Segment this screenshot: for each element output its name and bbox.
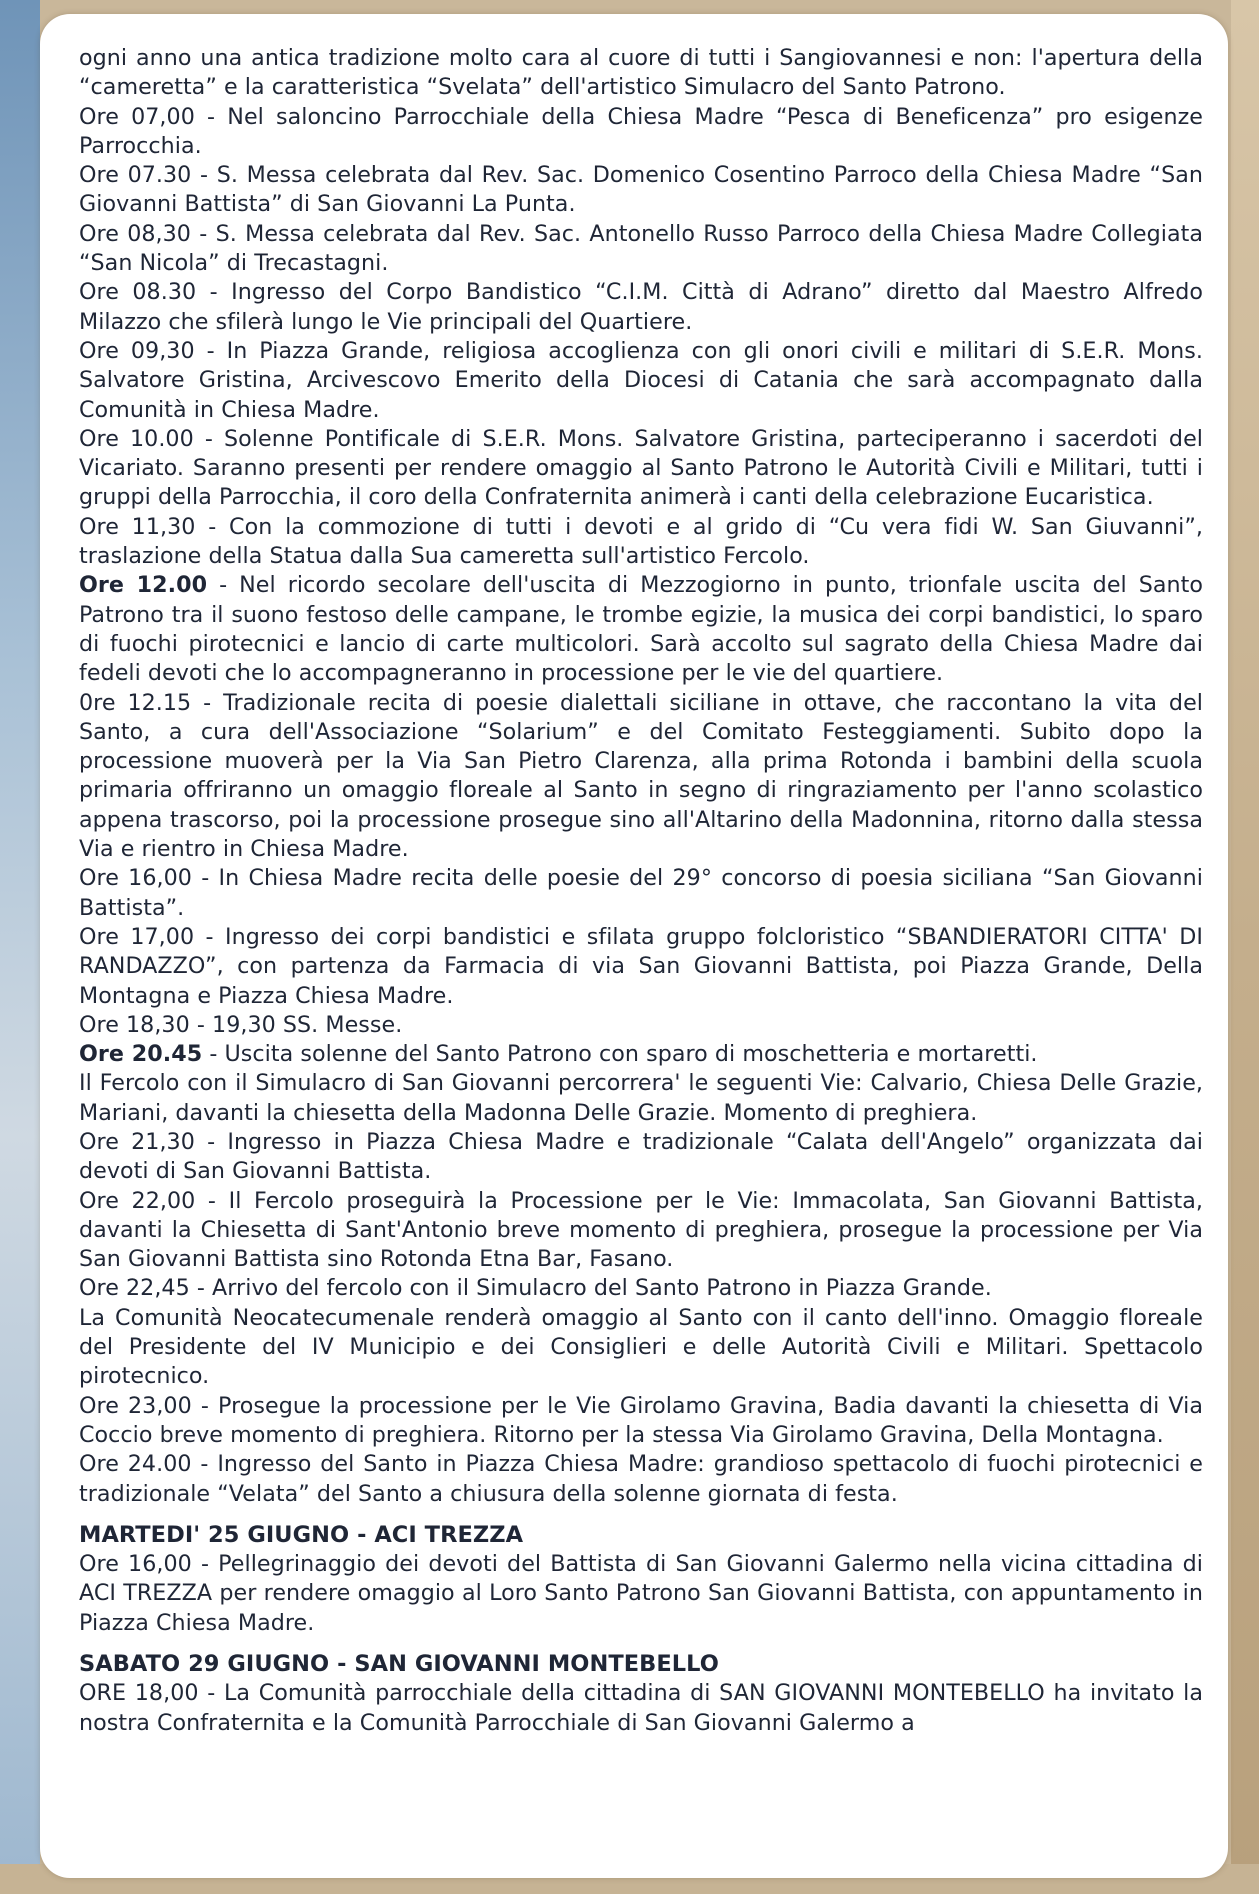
schedule-entry [79,278,1203,337]
background-right-strip [1231,0,1259,1894]
schedule-description: - S. Messa celebrata dal Rev. Sac. Domenico Cosentino Parroco della Chiesa Madre “San Giovanni Battista” di San Giovanni La Punta. [79,162,1203,218]
schedule-description: - Ingresso dei corpi bandistici e sfilata gruppo folcloristico “SBANDIERATORI CITTA' DI RANDAZZO”, con partenza da Farmacia di via San Giovanni Battista, poi Piazza Grande, Della Montagna e Piazza Chiesa Madre. [79,923,1203,1009]
schedule-description: - In Piazza Grande, religiosa accoglienza con gli onori civili e militari di S.E.R. Mons. Salvatore Gristina, Arcivescovo Emerito della Diocesi di Catania che sarà accompagnato dalla Comunità in Chiesa Madre. [79,337,1203,423]
schedule-time: Ore 10.00 [79,425,194,452]
schedule-entry [79,689,1203,865]
schedule-entry [79,513,1203,572]
section-time: ORE 18,00 [79,1680,199,1707]
schedule-entry [79,1128,1203,1187]
schedule-time: Ore 11,30 [79,513,196,540]
schedule-description: - Il Fercolo proseguirà la Processione per le Vie: Immacolata, San Giovanni Battista, davanti la Chiesetta di Sant'Antonio breve momento di preghiera, prosegue la processione per Via San Giovanni Battista sino Rotonda Etna Bar, Fasano. [79,1187,1203,1273]
schedule-time: Ore 23,00 [79,1392,192,1419]
schedule-description: - Nel ricordo secolare dell'uscita di Mezzogiorno in punto, trionfale uscita del Santo Patrono tra il suono festoso delle campane, le trombe egizie, la musica dei corpi bandistici, lo sparo di fuochi pirotecnici e lancio di carte multicolori. Sarà accolto sul sagrato della Chiesa Madre dai fedeli devoti che lo accompagneranno in processione per le vie del quartiere. [79,572,1203,687]
schedule-description: - Solenne Pontificale di S.E.R. Mons. Salvatore Gristina, parteciperanno i sacerdoti del Vicariato. Saranno presenti per rendere omaggio al Santo Patrono le Autorità Civili e Militari, tutti i gruppi della Parrocchia, il coro della Confraternita animerà i canti della celebrazione Eucaristica. [79,425,1203,511]
schedule-description: - In Chiesa Madre recita delle poesie del 29° concorso di poesia siciliana “San Giovanni Battista”. [79,865,1203,921]
background-left-strip [0,0,40,1894]
schedule-entry [79,103,1203,162]
schedule-description: - Prosegue la processione per le Vie Girolamo Gravina, Badia davanti la chiesetta di Via Coccio breve momento di preghiera. Ritorno per la stessa Via Girolamo Gravina, Della Montagna. [79,1392,1203,1448]
schedule-description: - Nel saloncino Parrocchiale della Chiesa Madre “Pesca di Beneficenza” pro esigenze Parrocchia. [79,103,1203,159]
schedule-time: 0re 12.15 [79,689,192,716]
schedule-time: Ore 17,00 [79,923,195,950]
section-entry [79,1679,1203,1738]
schedule-time: Ore 16,00 [79,865,192,892]
schedule-description: - Arrivo del fercolo con il Simulacro del Santo Patrono in Piazza Grande. [189,1275,992,1302]
schedule-time: Ore 24.00 [79,1451,192,1478]
schedule-time: Ore 07,00 [79,103,195,130]
schedule-time: Ore 20.45 [79,1041,203,1068]
schedule-entry [79,864,1203,923]
schedule-time: Ore 22,45 [79,1275,190,1302]
schedule-entry [79,1274,1203,1303]
schedule-description: - S. Messa celebrata dal Rev. Sac. Antonello Russo Parroco della Chiesa Madre Collegiata “San Nicola” di Trecastagni. [79,220,1203,277]
schedule-time: Ore 08.30 [79,279,197,306]
schedule-entry [79,1392,1203,1451]
schedule-entry [79,1187,1203,1275]
intro-paragraph: ogni anno una antica tradizione molto cara al cuore di tutti i Sangiovannesi e non: l'apertura della “cameretta” e la caratteristica “Svelata” dell'artistico Simulacro del Santo Patrono. [79,45,1203,101]
schedule-description: - Uscita solenne del Santo Patrono con sparo di moschetteria e mortaretti. [202,1041,1038,1068]
schedule-entry [79,1040,1203,1069]
section-time: Ore 16,00 [79,1551,192,1578]
schedule-time: Ore 09,30 [79,337,195,364]
schedule-description: - Con la commozione di tutti i devoti e al grido di “Cu vera fidi W. San Giuvanni”, traslazione della Statua dalla Sua cameretta sull'artistico Fercolo. [79,513,1203,570]
schedule-entry [79,220,1203,279]
section-heading: SABATO 29 GIUGNO - SAN GIOVANNI MONTEBELLO [79,1651,719,1678]
program-panel [40,14,1228,1878]
section-description: - Pellegrinaggio dei devoti del Battista di San Giovanni Galermo nella vicina cittadina di ACI TREZZA per rendere omaggio al Loro Santo Patrono San Giovanni Battista, con appuntamento in Piazza Chiesa Madre. [79,1551,1203,1636]
schedule-time: Ore 07.30 [79,162,192,189]
event-sections [79,1521,1203,1738]
section-heading: MARTEDI' 25 GIUGNO - ACI TREZZA [79,1521,524,1548]
schedule-time: Ore 12.00 [79,572,208,599]
schedule-description: - Ingresso in Piazza Chiesa Madre e tradizionale “Calata dell'Angelo” organizzata dai devoti di San Giovanni Battista. [79,1128,1203,1185]
schedule-entry [79,337,1203,425]
schedule-time: Ore 08,30 [79,220,191,247]
schedule-description: La Comunità Neocatecumenale renderà omaggio al Santo con il canto dell'inno. Omaggio floreale del Presidente del IV Municipio e dei Consiglieri e delle Autorità Civili e Militari. Spettacolo pirotecnico. [79,1304,1203,1390]
schedule-time: Ore 18,30 [79,1011,190,1038]
schedule-entry [79,923,1203,1011]
program-text [79,44,1203,1738]
schedule-time: Ore 22,00 [79,1187,196,1214]
schedule-time: Ore 21,30 [79,1128,195,1155]
schedule-entry [79,161,1203,220]
schedule-description: - Ingresso del Corpo Bandistico “C.I.M. Città di Adrano” diretto dal Maestro Alfredo Milazzo che sfilerà lungo le Vie principali del Quartiere. [79,279,1203,335]
schedule-entry [79,1304,1203,1392]
section-description: - La Comunità parrocchiale della cittadina di SAN GIOVANNI MONTEBELLO ha invitato la nostra Confraternita e la Comunità Parrocchiale di San Giovanni Galermo a [79,1680,1204,1736]
schedule-description: - Ingresso del Santo in Piazza Chiesa Madre: grandioso spettacolo di fuochi pirotecnici e tradizionale “Velata” del Santo a chiusura della solenne giornata di festa. [79,1451,1203,1507]
schedule-list [79,103,1203,1509]
schedule-description: - 19,30 SS. Messe. [189,1011,403,1038]
schedule-entry [79,1450,1203,1509]
section-entry [79,1550,1203,1638]
schedule-entry [79,571,1203,688]
schedule-entry [79,1069,1203,1128]
schedule-entry [79,1011,1203,1040]
schedule-description: Il Fercolo con il Simulacro di San Giovanni percorrera' le seguenti Vie: Calvario, Chiesa Delle Grazie, Mariani, davanti la chiesetta della Madonna Delle Grazie. Momento di preghiera. [79,1070,1203,1126]
schedule-description: - Tradizionale recita di poesie dialettali siciliane in ottave, che raccontano la vita del Santo, a cura dell'Associazione “Solarium” e del Comitato Festeggiamenti. Subito dopo la processione muoverà per la Via San Pietro Clarenza, alla prima Rotonda i bambini della scuola primaria offriranno un omaggio floreale al Santo in segno di ringraziamento per l'anno scolastico appena trascorso, poi la processione prosegue sino all'Altarino della Madonnina, ritorno dalla stessa Via e rientro in Chiesa Madre. [79,689,1203,863]
schedule-entry [79,425,1203,513]
